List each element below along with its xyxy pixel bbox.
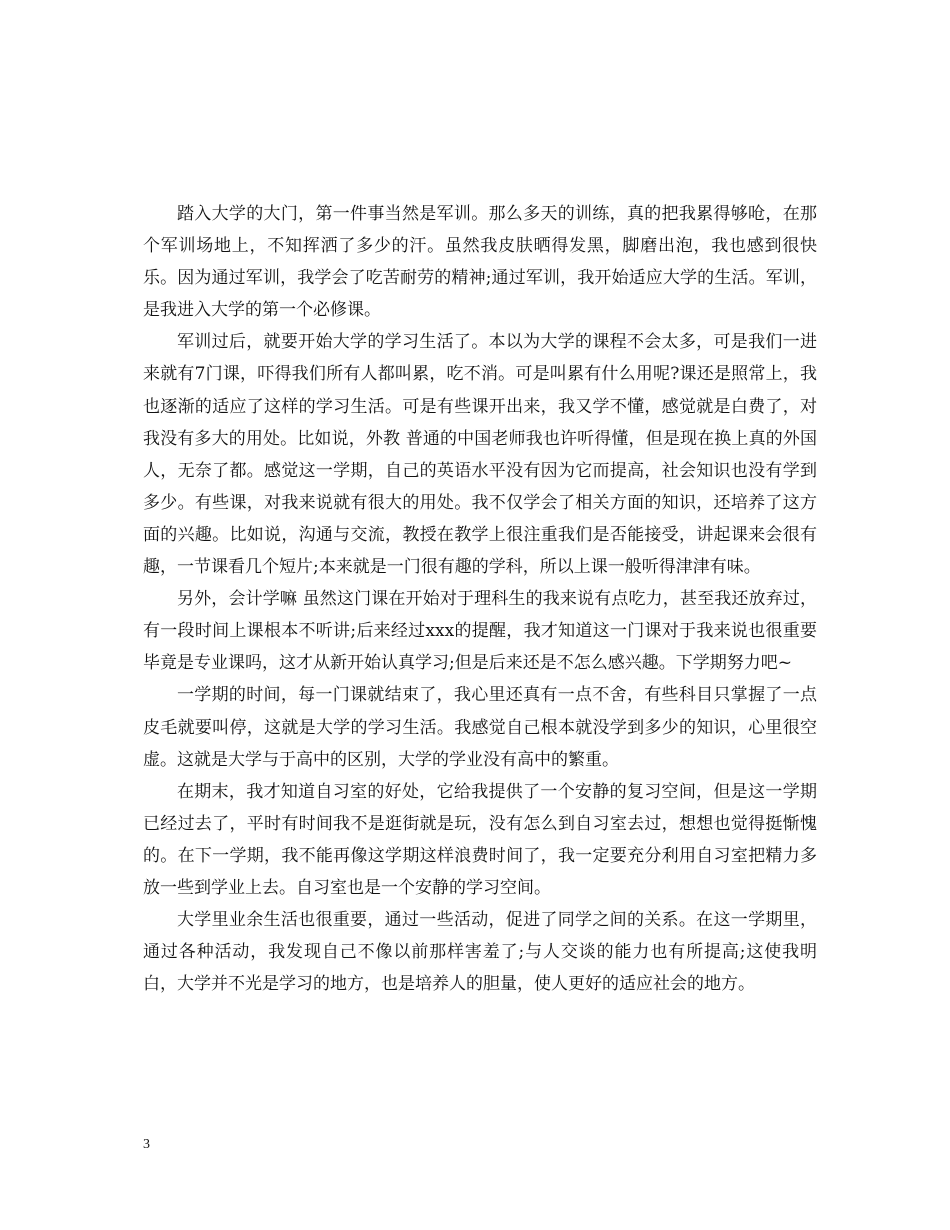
document-body bbox=[143, 198, 817, 1000]
paragraph-extracurricular: 大学里业余生活也很重要，通过一些活动，促进了同学之间的关系。在这一学期里，通过各种活动，我发现自己不像以前那样害羞了;与人交谈的能力也有所提高;这使我明白，大学并不光是学习的地方，也是培养人的胆量，使人更好的适应社会的地方。 bbox=[143, 910, 817, 995]
page-number: 3 bbox=[143, 1137, 150, 1152]
paragraph-semester-end: 一学期的时间，每一门课就结束了，我心里还真有一点不舍，有些科目只掌握了一点皮毛就要叫停，这就是大学的学习生活。我感觉自己根本就没学到多少的知识，心里很空虚。这就是大学与于高中的区别，大学的学业没有高中的繁重。 bbox=[143, 685, 817, 770]
paragraph-accounting: 另外，会计学嘛 虽然这门课在开始对于理科生的我来说有点吃力，甚至我还放弃过，有一段时间上课根本不听讲;后来经过xxx的提醒，我才知道这一门课对于我来说也很重要 毕竟是专业课吗，这才从新开始认真学习;但是后来还是不怎么感兴趣。下学期努力吧~ bbox=[143, 589, 817, 674]
paragraph-military-training: 踏入大学的大门，第一件事当然是军训。那么多天的训练，真的把我累得够呛，在那个军训场地上，不知挥洒了多少的汗。虽然我皮肤晒得发黑，脚磨出泡，我也感到很快乐。因为通过军训，我学会了吃苦耐劳的精神;通过军训，我开始适应大学的生活。军训，是我进入大学的第一个必修课。 bbox=[143, 204, 817, 321]
paragraph-study-room: 在期末，我才知道自习室的好处，它给我提供了一个安静的复习空间，但是这一学期已经过去了，平时有时间我不是逛街就是玩，没有怎么到自习室去过，想想也觉得挺惭愧的。在下一学期，我不能再像这学期这样浪费时间了，我一定要充分利用自习室把精力多放一些到学业上去。自习室也是一个安静的学习空间。 bbox=[143, 781, 817, 898]
paragraph-study-life: 军训过后，就要开始大学的学习生活了。本以为大学的课程不会太多，可是我们一进来就有7门课，吓得我们所有人都叫累，吃不消。可是叫累有什么用呢?课还是照常上，我也逐渐的适应了这样的学习生活。可是有些课开出来，我又学不懂，感觉就是白费了，对我没有多大的用处。比如说，外教 普通的中国老师我也许听得懂，但是现在换上真的外国人，无奈了都。感觉这一学期，自己的英语水平没有因为它而提高，社会知识也没有学到多少。有些课，对我来说就有很大的用处。我不仅学会了相关方面的知识，还培养了这方面的兴趣。比如说，沟通与交流，教授在教学上很注重我们是否能接受，讲起课来会很有趣，一节课看几个短片;本来就是一门很有趣的学科，所以上课一般听得津津有味。 bbox=[143, 332, 817, 578]
